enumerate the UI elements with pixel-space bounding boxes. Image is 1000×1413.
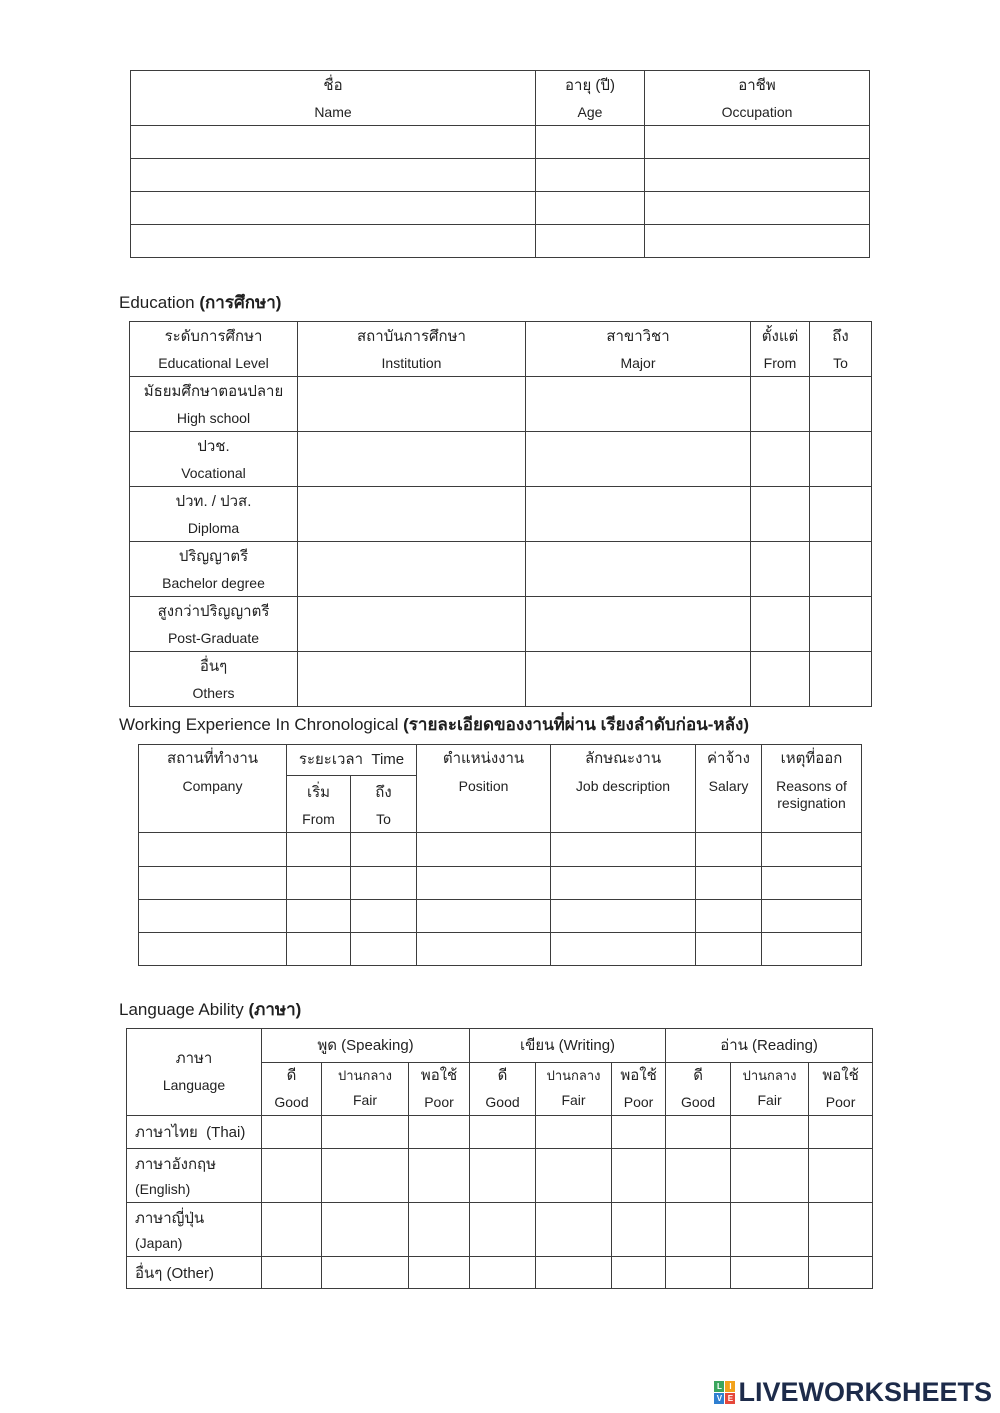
occupation-header-th: อาชีพ [738,77,776,94]
reading-fair-cell [731,1203,809,1257]
institution-cell [298,432,526,487]
writing-fair-cell [536,1149,612,1203]
language-table [126,1028,873,1289]
level-label-en: High school [176,410,251,426]
writing-header: เขียน (Writing) [470,1029,666,1063]
time-to-cell [351,867,417,900]
language-label-th: ภาษาญี่ปุ่น [135,1210,205,1227]
reading-good-header [666,1063,731,1116]
reading-poor-cell [809,1257,873,1289]
position-cell [417,833,551,867]
language-heading-th: (ภาษา) [248,1000,302,1019]
time-to-cell [351,900,417,933]
company-cell [139,833,287,867]
level-en: Fair [757,1092,782,1108]
salary-header-en: Salary [708,778,749,794]
badge-letter: L [714,1381,724,1392]
level-label-th: สูงกว่าปริญญาตรี [157,603,270,620]
major-cell [526,542,751,597]
salary-header [696,745,762,833]
liveworksheets-badge-icon [714,1381,735,1404]
language-label-en: (Japan) [135,1235,183,1251]
resignation-reason-cell [762,900,862,933]
level-label-vocational [130,432,298,487]
language-label-other: อื่นๆ (Other) [127,1257,262,1289]
speaking-good-cell [262,1149,322,1203]
level-en: Good [274,1094,309,1110]
family-age-cell [536,225,645,258]
time-to-header [351,776,417,833]
speaking-good-cell [262,1203,322,1257]
level-th: พอใช้ [620,1067,657,1084]
liveworksheets-logo[interactable] [714,1378,992,1406]
time-to-cell [351,833,417,867]
reading-good-cell [666,1203,731,1257]
major-header-th: สาขาวิชา [606,328,670,345]
family-age-cell [536,159,645,192]
level-en: Poor [424,1094,454,1110]
company-header-th: สถานที่ทำงาน [166,750,259,767]
language-label-thai: ภาษาไทย (Thai) [127,1116,262,1149]
writing-fair-cell [536,1257,612,1289]
family-age-cell [536,192,645,225]
level-label-en: Vocational [181,465,246,481]
speaking-fair-cell [322,1257,409,1289]
writing-good-cell [470,1203,536,1257]
level-th: ดี [693,1067,703,1084]
job-description-header [551,745,696,833]
reading-good-cell [666,1116,731,1149]
major-cell [526,487,751,542]
major-cell [526,377,751,432]
language-header-th: ภาษา [175,1050,213,1067]
reading-fair-header [731,1063,809,1116]
writing-good-cell [470,1149,536,1203]
reading-good-cell [666,1149,731,1203]
time-from-header-th: เริ่ม [306,784,331,801]
major-header-en: Major [620,355,656,371]
level-th: ปานกลาง [338,1068,392,1083]
from-cell [751,487,810,542]
resignation-reason-cell [762,867,862,900]
level-label-high-school [130,377,298,432]
position-header-th: ตำแหน่งงาน [442,750,525,767]
family-row [131,192,870,225]
level-label-others [130,652,298,707]
education-row [130,377,872,432]
language-header [127,1029,262,1116]
job-description-cell [551,933,696,966]
institution-cell [298,652,526,707]
major-cell [526,652,751,707]
speaking-fair-cell [322,1203,409,1257]
family-header-row [131,71,870,126]
to-header-th: ถึง [832,328,849,345]
writing-poor-cell [612,1257,666,1289]
time-header: ระยะเวลา Time [287,745,417,776]
speaking-header: พูด (Speaking) [262,1029,470,1063]
occupation-header [645,71,870,126]
education-header-row [130,322,872,377]
work-heading-th: (รายละเอียดของงานที่ผ่าน เรียงลำดับก่อน-หลัง) [403,715,750,734]
institution-cell [298,542,526,597]
family-name-cell [131,159,536,192]
education-table [129,321,872,707]
work-row [139,867,862,900]
writing-poor-cell [612,1149,666,1203]
reading-poor-cell [809,1116,873,1149]
badge-letter: E [725,1393,735,1404]
resignation-reason-header [762,745,862,833]
resignation-reason-cell [762,833,862,867]
to-header [810,322,872,377]
language-label-english [127,1149,262,1203]
writing-fair-cell [536,1116,612,1149]
major-header [526,322,751,377]
speaking-poor-cell [409,1203,470,1257]
job-description-header-en: Job description [575,778,671,794]
to-cell [810,542,872,597]
name-header-en: Name [314,104,352,120]
major-cell [526,597,751,652]
major-cell [526,432,751,487]
to-cell [810,652,872,707]
position-cell [417,867,551,900]
reading-good-cell [666,1257,731,1289]
from-cell [751,597,810,652]
level-th: พอใช้ [420,1067,458,1084]
level-label-post-graduate [130,597,298,652]
resignation-reason-header-th: เหตุที่ออก [780,750,843,767]
age-header-th: อายุ (ปี) [565,77,615,94]
language-heading-en: Language Ability [119,1000,249,1019]
level-en: Poor [623,1094,654,1110]
work-header-row [139,745,862,776]
salary-cell [696,867,762,900]
writing-good-cell [470,1257,536,1289]
level-label-en: Post-Graduate [167,630,260,646]
level-en: Fair [352,1092,378,1108]
job-description-cell [551,833,696,867]
to-cell [810,487,872,542]
reading-poor-header [809,1063,873,1116]
language-row [127,1257,873,1289]
writing-fair-cell [536,1203,612,1257]
resignation-reason-cell [762,933,862,966]
from-cell [751,542,810,597]
company-cell [139,933,287,966]
position-cell [417,900,551,933]
speaking-good-cell [262,1116,322,1149]
speaking-good-cell [262,1257,322,1289]
company-cell [139,900,287,933]
work-row [139,933,862,966]
speaking-fair-cell [322,1149,409,1203]
level-th: ปานกลาง [546,1068,601,1083]
from-cell [751,432,810,487]
family-occupation-cell [645,159,870,192]
family-name-cell [131,225,536,258]
level-th: พอใช้ [822,1067,859,1084]
level-header-th: ระดับการศึกษา [164,328,263,345]
writing-fair-header [536,1063,612,1116]
speaking-fair-cell [322,1116,409,1149]
job-description-header-th: ลักษณะงาน [584,750,662,767]
family-occupation-cell [645,126,870,159]
age-header [536,71,645,126]
language-header-en: Language [162,1077,226,1093]
company-cell [139,867,287,900]
institution-cell [298,487,526,542]
education-row [130,652,872,707]
reading-fair-cell [731,1116,809,1149]
language-row [127,1203,873,1257]
position-header [417,745,551,833]
level-label-en: Diploma [187,520,240,536]
language-header-row [127,1029,873,1063]
family-occupation-cell [645,225,870,258]
level-th: ดี [497,1067,508,1084]
salary-header-th: ค่าจ้าง [707,750,751,767]
family-age-cell [536,126,645,159]
work-heading [119,714,749,736]
institution-header-en: Institution [381,355,442,371]
writing-good-cell [470,1116,536,1149]
salary-cell [696,833,762,867]
speaking-poor-cell [409,1257,470,1289]
company-header [139,745,287,833]
language-row [127,1116,873,1149]
time-from-header-en: From [302,811,335,827]
education-row [130,542,872,597]
family-row [131,225,870,258]
family-table [130,70,870,258]
level-label-th: ปริญญาตรี [178,548,249,565]
time-from-cell [287,867,351,900]
resignation-reason-header-en: Reasons of resignation [776,778,847,811]
writing-poor-cell [612,1203,666,1257]
level-label-diploma [130,487,298,542]
time-from-cell [287,833,351,867]
company-header-en: Company [182,778,243,794]
work-table [138,744,862,966]
level-th: ดี [286,1067,297,1084]
level-en: Good [680,1094,716,1110]
name-header [131,71,536,126]
education-heading-en: Education [119,293,200,312]
time-to-cell [351,933,417,966]
language-label-en: (English) [135,1181,191,1197]
institution-header-th: สถาบันการศึกษา [357,328,466,345]
institution-cell [298,377,526,432]
time-from-cell [287,933,351,966]
language-label-japan [127,1203,262,1257]
level-label-th: มัธยมศึกษาตอนปลาย [143,383,284,400]
badge-letter: I [725,1381,735,1392]
salary-cell [696,900,762,933]
from-cell [751,377,810,432]
level-label-en: Others [192,685,235,701]
work-row [139,833,862,867]
work-heading-en: Working Experience In Chronological [119,715,404,734]
level-header-en: Educational Level [158,355,269,371]
from-header [751,322,810,377]
language-label-th: ภาษาอังกฤษ [135,1156,217,1173]
work-row [139,900,862,933]
time-to-header-th: ถึง [375,784,392,801]
family-occupation-cell [645,192,870,225]
speaking-fair-header [322,1063,409,1116]
level-label-en: Bachelor degree [162,575,265,591]
reading-fair-cell [731,1149,809,1203]
institution-header [298,322,526,377]
position-cell [417,933,551,966]
level-label-bachelor [130,542,298,597]
level-en: Poor [825,1094,856,1110]
reading-poor-cell [809,1203,873,1257]
from-header-en: From [763,355,797,371]
job-description-cell [551,900,696,933]
level-label-th: อื่นๆ [199,658,228,675]
family-name-cell [131,126,536,159]
to-cell [810,432,872,487]
family-row [131,159,870,192]
writing-good-header [470,1063,536,1116]
age-header-en: Age [577,104,603,120]
time-from-header [287,776,351,833]
from-header-th: ตั้งแต่ [761,328,799,345]
writing-poor-cell [612,1116,666,1149]
education-row [130,432,872,487]
reading-header: อ่าน (Reading) [666,1029,873,1063]
education-row [130,597,872,652]
family-row [131,126,870,159]
level-en: Good [485,1094,520,1110]
position-header-en: Position [458,778,509,794]
time-from-cell [287,900,351,933]
education-row [130,487,872,542]
job-description-cell [551,867,696,900]
to-cell [810,597,872,652]
time-to-header-en: To [376,811,391,827]
from-cell [751,652,810,707]
family-name-cell [131,192,536,225]
language-row [127,1149,873,1203]
level-label-th: ปวท. / ปวส. [175,493,252,510]
speaking-poor-cell [409,1116,470,1149]
logo-wordmark: LIVEWORKSHEETS [738,1377,992,1407]
writing-poor-header [612,1063,666,1116]
language-heading [119,999,301,1021]
reading-poor-cell [809,1149,873,1203]
level-th: ปานกลาง [742,1068,797,1083]
level-label-th: ปวช. [197,438,230,455]
to-header-en: To [833,355,848,371]
institution-cell [298,597,526,652]
speaking-poor-header [409,1063,470,1116]
speaking-good-header [262,1063,322,1116]
level-en: Fair [561,1092,586,1108]
name-header-th: ชื่อ [323,77,343,94]
salary-cell [696,933,762,966]
education-heading-th: (การศึกษา) [199,293,282,312]
badge-letter: V [714,1393,724,1404]
speaking-poor-cell [409,1149,470,1203]
reading-fair-cell [731,1257,809,1289]
education-heading [119,292,281,314]
to-cell [810,377,872,432]
level-header [130,322,298,377]
occupation-header-en: Occupation [721,104,793,120]
